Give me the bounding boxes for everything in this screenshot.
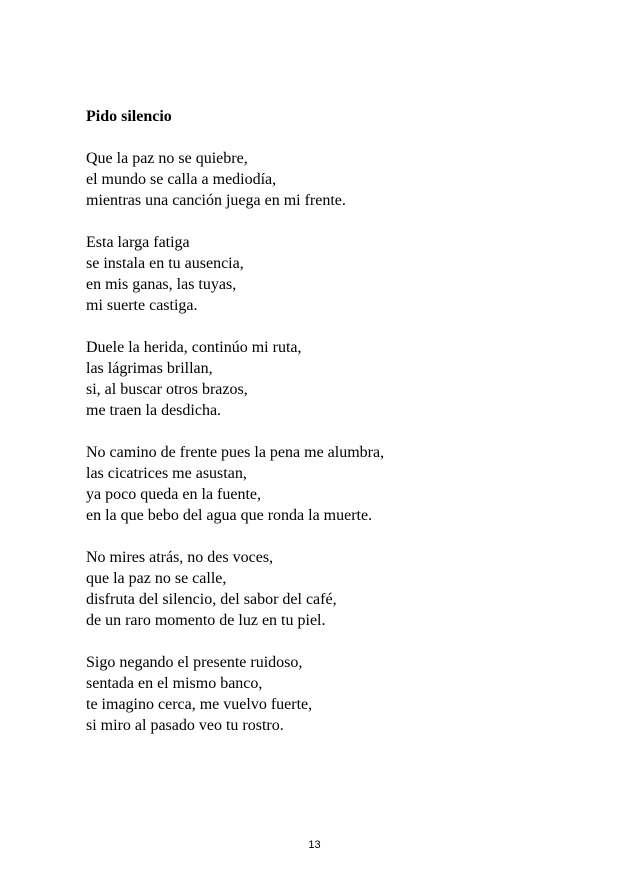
poem-line: Sigo negando el presente ruidoso, bbox=[86, 654, 303, 671]
poem-line: en mis ganas, las tuyas, bbox=[86, 276, 237, 293]
stanza-2 bbox=[86, 232, 606, 316]
poem-line: Esta larga fatiga bbox=[86, 234, 190, 251]
poem-line: No mires atrás, no des voces, bbox=[86, 549, 274, 566]
poem-line: Duele la herida, continúo mi ruta, bbox=[86, 339, 302, 356]
poem-line: sentada en el mismo banco, bbox=[86, 675, 263, 692]
poem-title: Pido silencio bbox=[86, 108, 172, 125]
stanza-1 bbox=[86, 148, 606, 211]
poem-line: en la que bebo del agua que ronda la muerte. bbox=[86, 507, 373, 524]
poem-line: las cicatrices me asustan, bbox=[86, 465, 247, 482]
page-number: 13 bbox=[308, 839, 321, 851]
poem-line: Que la paz no se quiebre, bbox=[86, 150, 248, 167]
poem-line: me traen la desdicha. bbox=[86, 402, 222, 419]
poem-line: disfruta del silencio, del sabor del café, bbox=[86, 591, 337, 608]
stanza-6 bbox=[86, 652, 606, 736]
poem-line: mi suerte castiga. bbox=[86, 297, 198, 314]
poem-line: que la paz no se calle, bbox=[86, 570, 227, 587]
stanza-5 bbox=[86, 547, 606, 631]
poem-line: si miro al pasado veo tu rostro. bbox=[86, 717, 284, 734]
stanza-3 bbox=[86, 337, 606, 421]
poem-line: se instala en tu ausencia, bbox=[86, 255, 244, 272]
poem-line: si, al buscar otros brazos, bbox=[86, 381, 248, 398]
poem-line: mientras una canción juega en mi frente. bbox=[86, 192, 346, 209]
poem-line: te imagino cerca, me vuelvo fuerte, bbox=[86, 696, 313, 713]
poem-line: No camino de frente pues la pena me alumbra, bbox=[86, 444, 385, 461]
poem bbox=[86, 106, 606, 757]
poem-line: ya poco queda en la fuente, bbox=[86, 486, 262, 503]
poem-line: el mundo se calla a mediodía, bbox=[86, 171, 277, 188]
stanza-4 bbox=[86, 442, 606, 526]
poem-line: de un raro momento de luz en tu piel. bbox=[86, 612, 326, 629]
poem-line: las lágrimas brillan, bbox=[86, 360, 213, 377]
